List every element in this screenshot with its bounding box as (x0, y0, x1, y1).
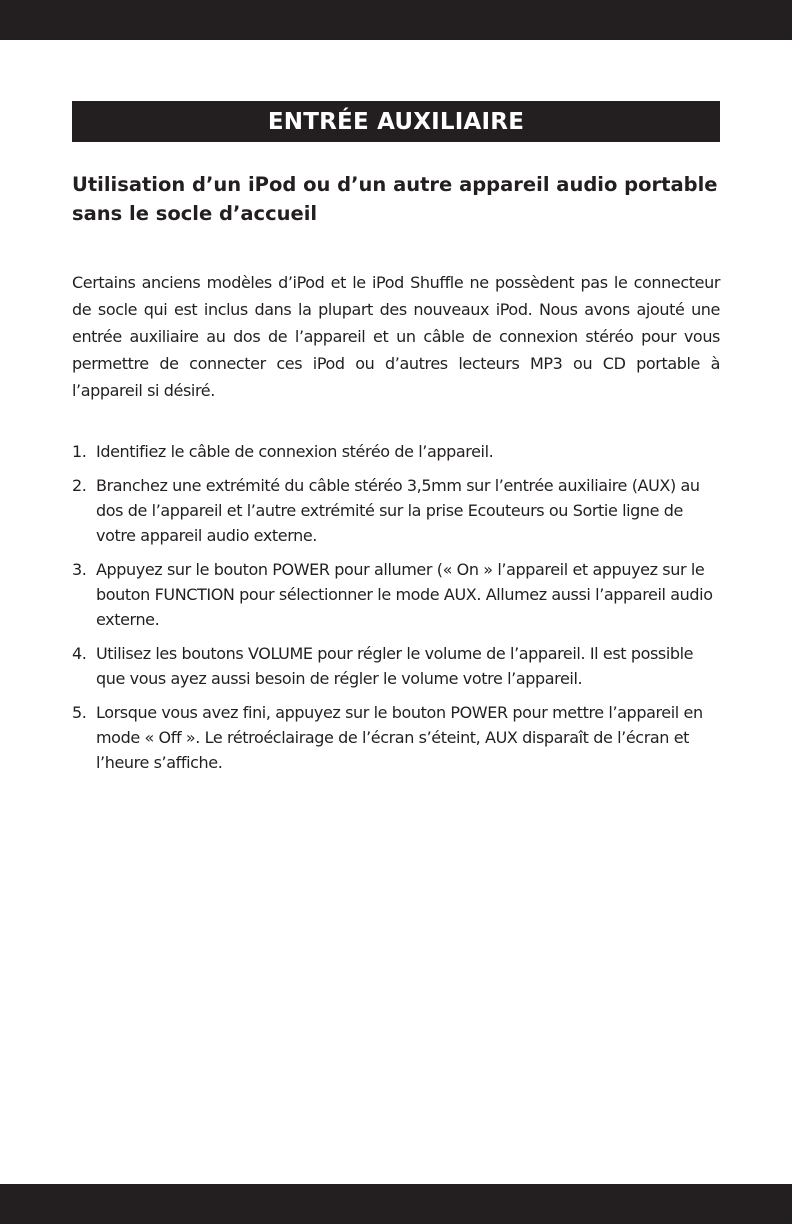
step-text: Lorsque vous avez fini, appuyez sur le bouton POWER pour mettre l’appareil en mode « Off ». Le rétroéclairage de l’écran s’éteint, AUX disparaît de l’écran et l’heure s’affiche. (96, 703, 703, 772)
top-decorative-bar (0, 0, 792, 40)
step-number: 3. (72, 560, 87, 579)
step-text: Appuyez sur le bouton POWER pour allumer (« On » l’appareil et appuyez sur le bouton FUNCTION pour sélectionner le mode AUX. Allumez aussi l’appareil audio externe. (96, 560, 713, 629)
section-title-banner (72, 101, 720, 142)
step-item (72, 641, 720, 691)
step-number: 5. (72, 703, 87, 722)
step-number: 4. (72, 644, 87, 663)
step-text: Branchez une extrémité du câble stéréo 3,5mm sur l’entrée auxiliaire (AUX) au dos de l’appareil et l’autre extrémité sur la prise Ecouteurs ou Sortie ligne de votre appareil audio externe. (96, 476, 700, 545)
step-item (72, 439, 720, 464)
step-text: Utilisez les boutons VOLUME pour régler le volume de l’appareil. Il est possible que vous ayez aussi besoin de régler le volume votre l’appareil. (96, 644, 694, 688)
section-title: ENTRÉE AUXILIAIRE (267, 108, 525, 135)
subtitle-heading: Utilisation d’un iPod ou d’un autre appareil audio portable sans le socle d’accueil (72, 173, 718, 225)
intro-paragraph: Certains anciens modèles d’iPod et le iPod Shuffle ne possèdent pas le connecteur de socle qui est inclus dans la plupart des nouveaux iPod. Nous avons ajouté une entrée auxiliaire au dos de l’appareil et un câble de connexion stéréo pour vous permettre de connecter ces iPod ou d’autres lecteurs MP3 ou CD portable à l’appareil si désiré. (72, 273, 720, 400)
step-text: Identifiez le câble de connexion stéréo de l’appareil. (96, 442, 494, 461)
bottom-decorative-bar (0, 1184, 792, 1224)
step-item (72, 700, 720, 775)
step-item (72, 557, 720, 632)
step-item (72, 473, 720, 548)
step-number: 1. (72, 442, 87, 461)
steps-list (72, 439, 720, 784)
step-number: 2. (72, 476, 87, 495)
